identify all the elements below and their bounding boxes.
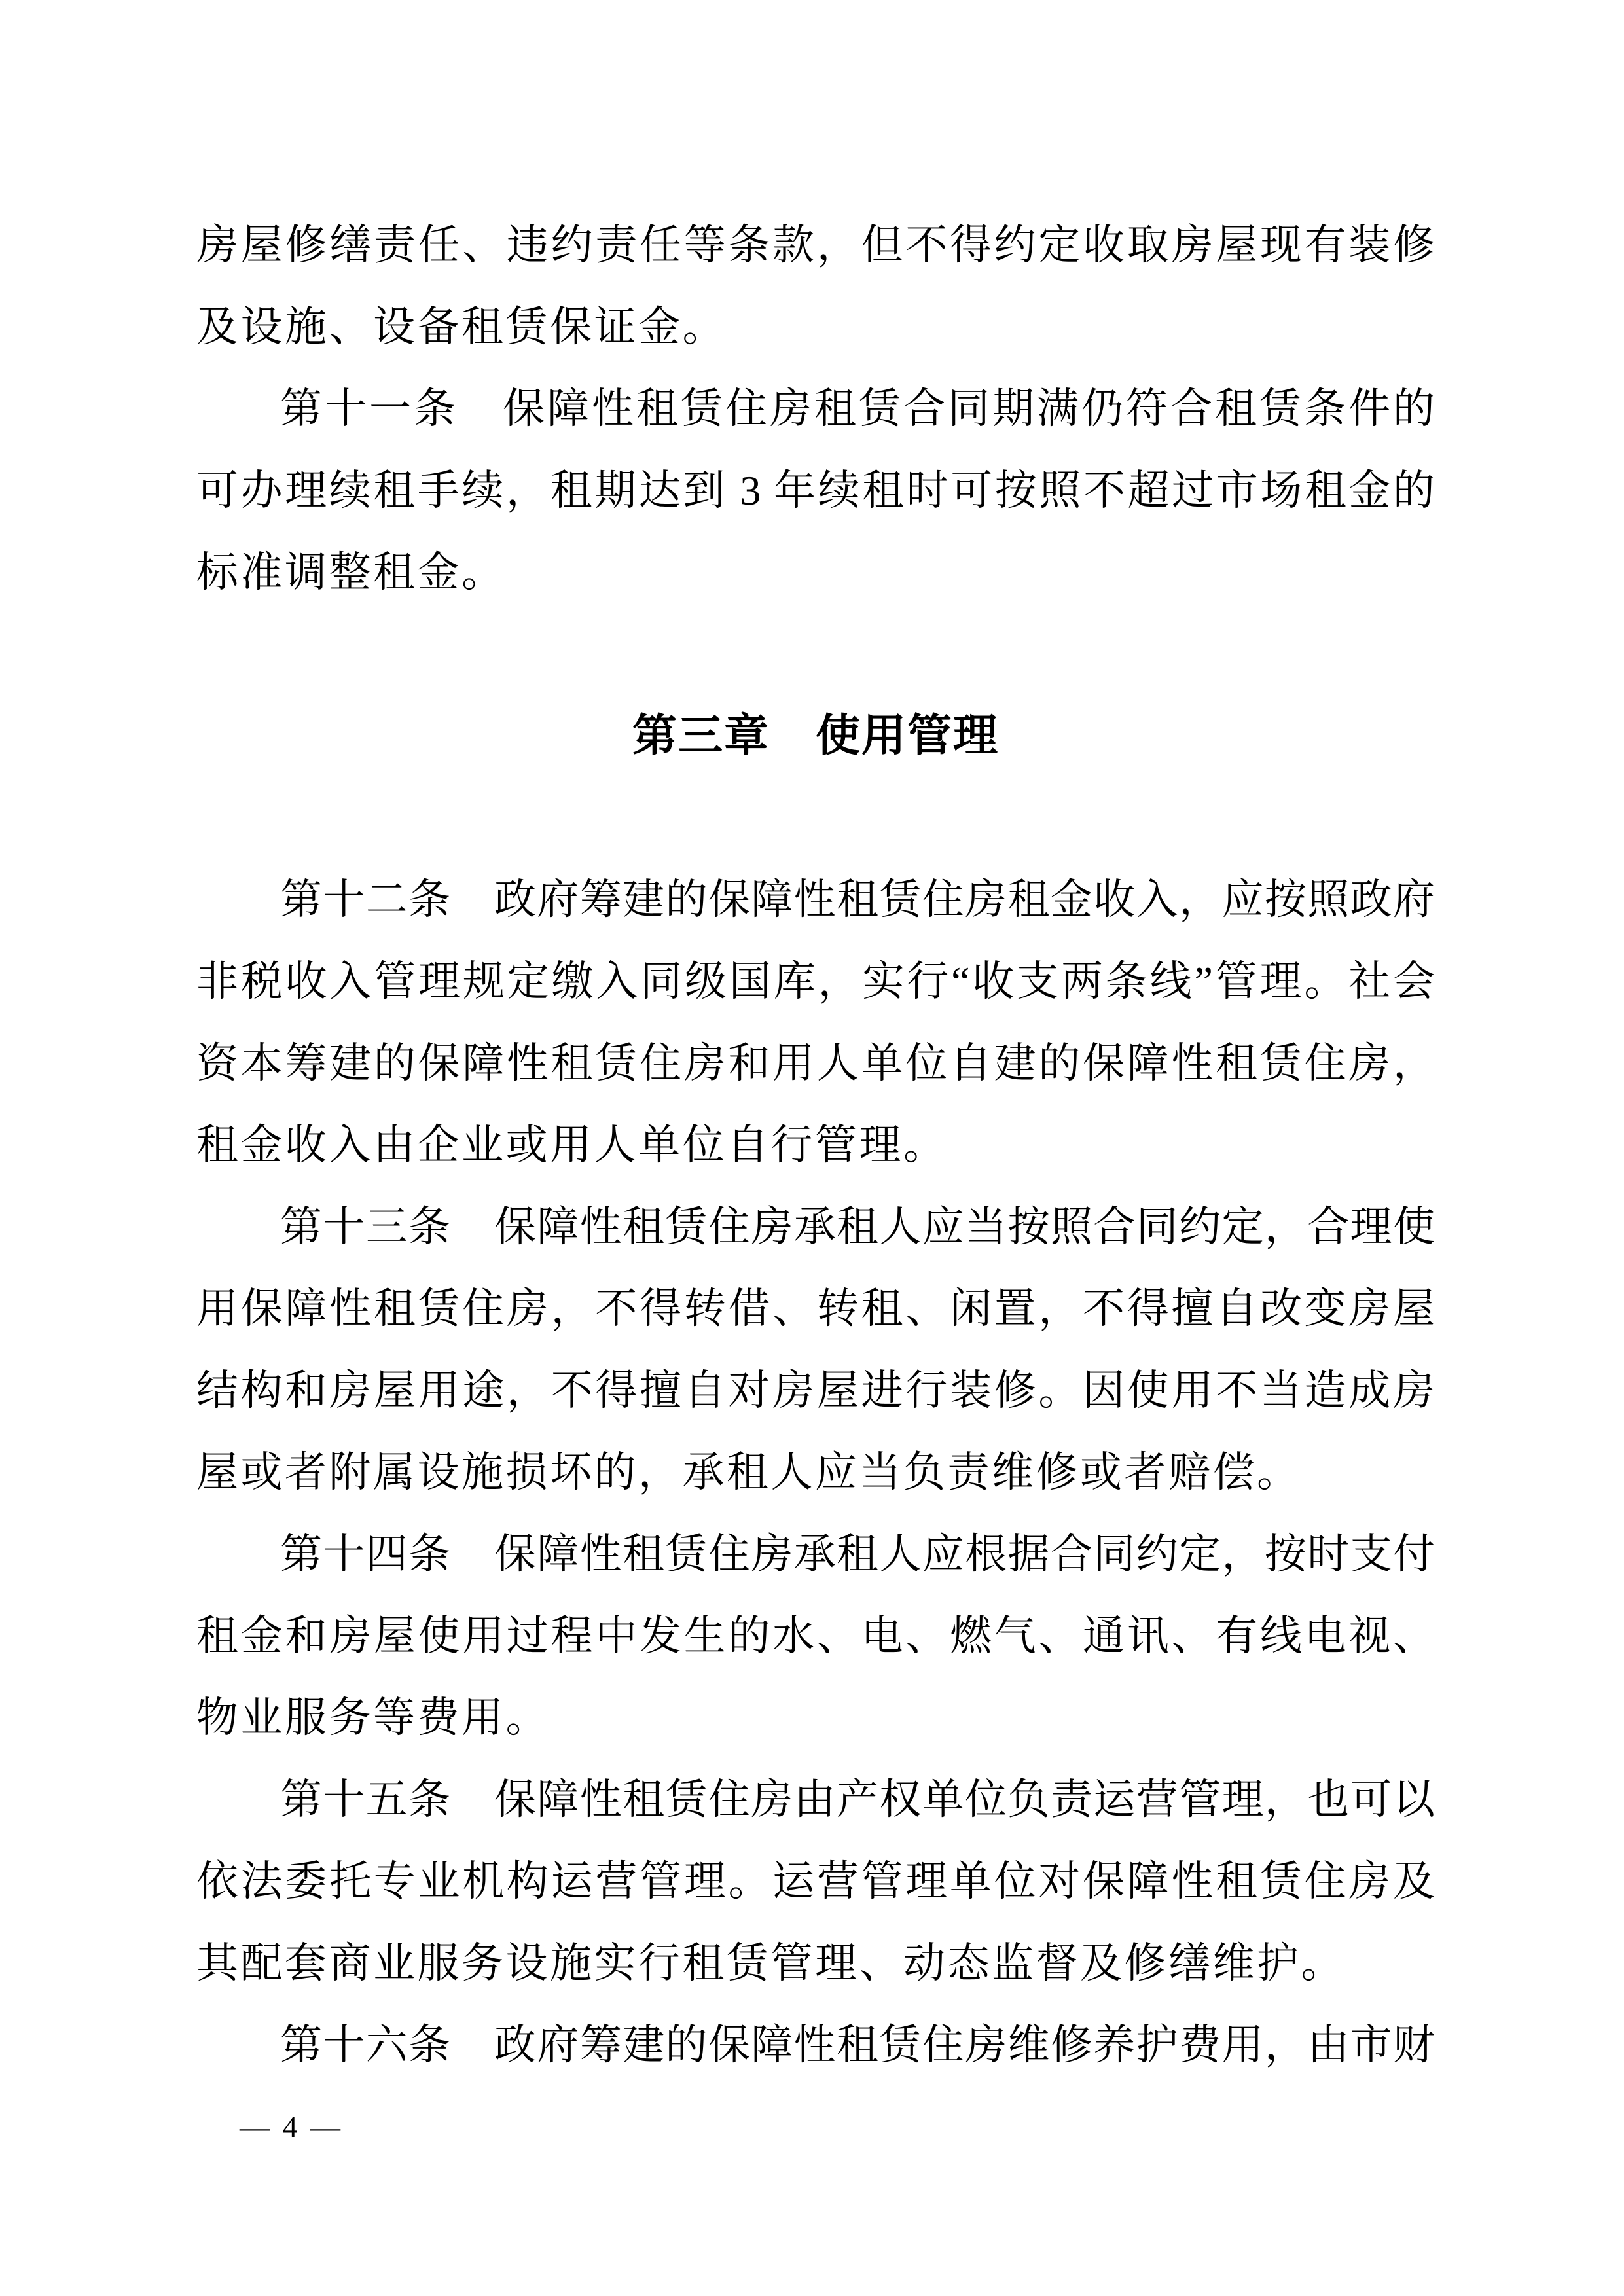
document-body (196, 204, 1435, 2086)
chapter-heading: 第三章 使用管理 (632, 711, 999, 761)
text-line: 第十三条 保障性租赁住房承租人应当按照合同约定，合理使 (280, 1204, 1435, 1250)
text-line: 其配套商业服务设施实行租赁管理、动态监督及修缮维护。 (196, 1940, 1345, 1986)
text-line: 依法委托专业机构运营管理。运营管理单位对保障性租赁住房及 (196, 1858, 1435, 1905)
text-line: 第十五条 保障性租赁住房由产权单位负责运营管理，也可以 (280, 1776, 1435, 1823)
text-line: 第十一条 保障性租赁住房租赁合同期满仍符合租赁条件的 (280, 386, 1435, 432)
text-line: 租金和房屋使用过程中发生的水、电、燃气、通讯、有线电视、 (196, 1613, 1435, 1659)
text-line: 第十二条 政府筹建的保障性租赁住房租金收入，应按照政府 (280, 876, 1435, 923)
text-line: 第十六条 政府筹建的保障性租赁住房维修养护费用，由市财 (280, 2022, 1435, 2068)
text-line: 房屋修缮责任、违约责任等条款，但不得约定收取房屋现有装修 (196, 222, 1435, 268)
text-line: 资本筹建的保障性租赁住房和用人单位自建的保障性租赁住房， (196, 1040, 1435, 1086)
text-line: 租金收入由企业或用人单位自行管理。 (196, 1122, 948, 1168)
text-line: 及设施、设备租赁保证金。 (196, 304, 727, 350)
page-number: — 4 — (240, 2110, 343, 2144)
text-line: 物业服务等费用。 (196, 1695, 550, 1741)
text-line: 非税收入管理规定缴入同级国库，实行“收支两条线”管理。社会 (196, 958, 1435, 1005)
text-line: 屋或者附属设施损坏的，承租人应当负责维修或者赔偿。 (196, 1449, 1301, 1496)
text-line: 可办理续租手续，租期达到 3 年续租时可按照不超过市场租金的 (196, 467, 1435, 514)
text-line: 用保障性租赁住房，不得转借、转租、闲置，不得擅自改变房屋 (196, 1285, 1435, 1332)
text-line: 结构和房屋用途，不得擅自对房屋进行装修。因使用不当造成房 (196, 1367, 1435, 1414)
text-line: 标准调整租金。 (196, 549, 506, 596)
text-line: 第十四条 保障性租赁住房承租人应根据合同约定，按时支付 (280, 1531, 1435, 1577)
